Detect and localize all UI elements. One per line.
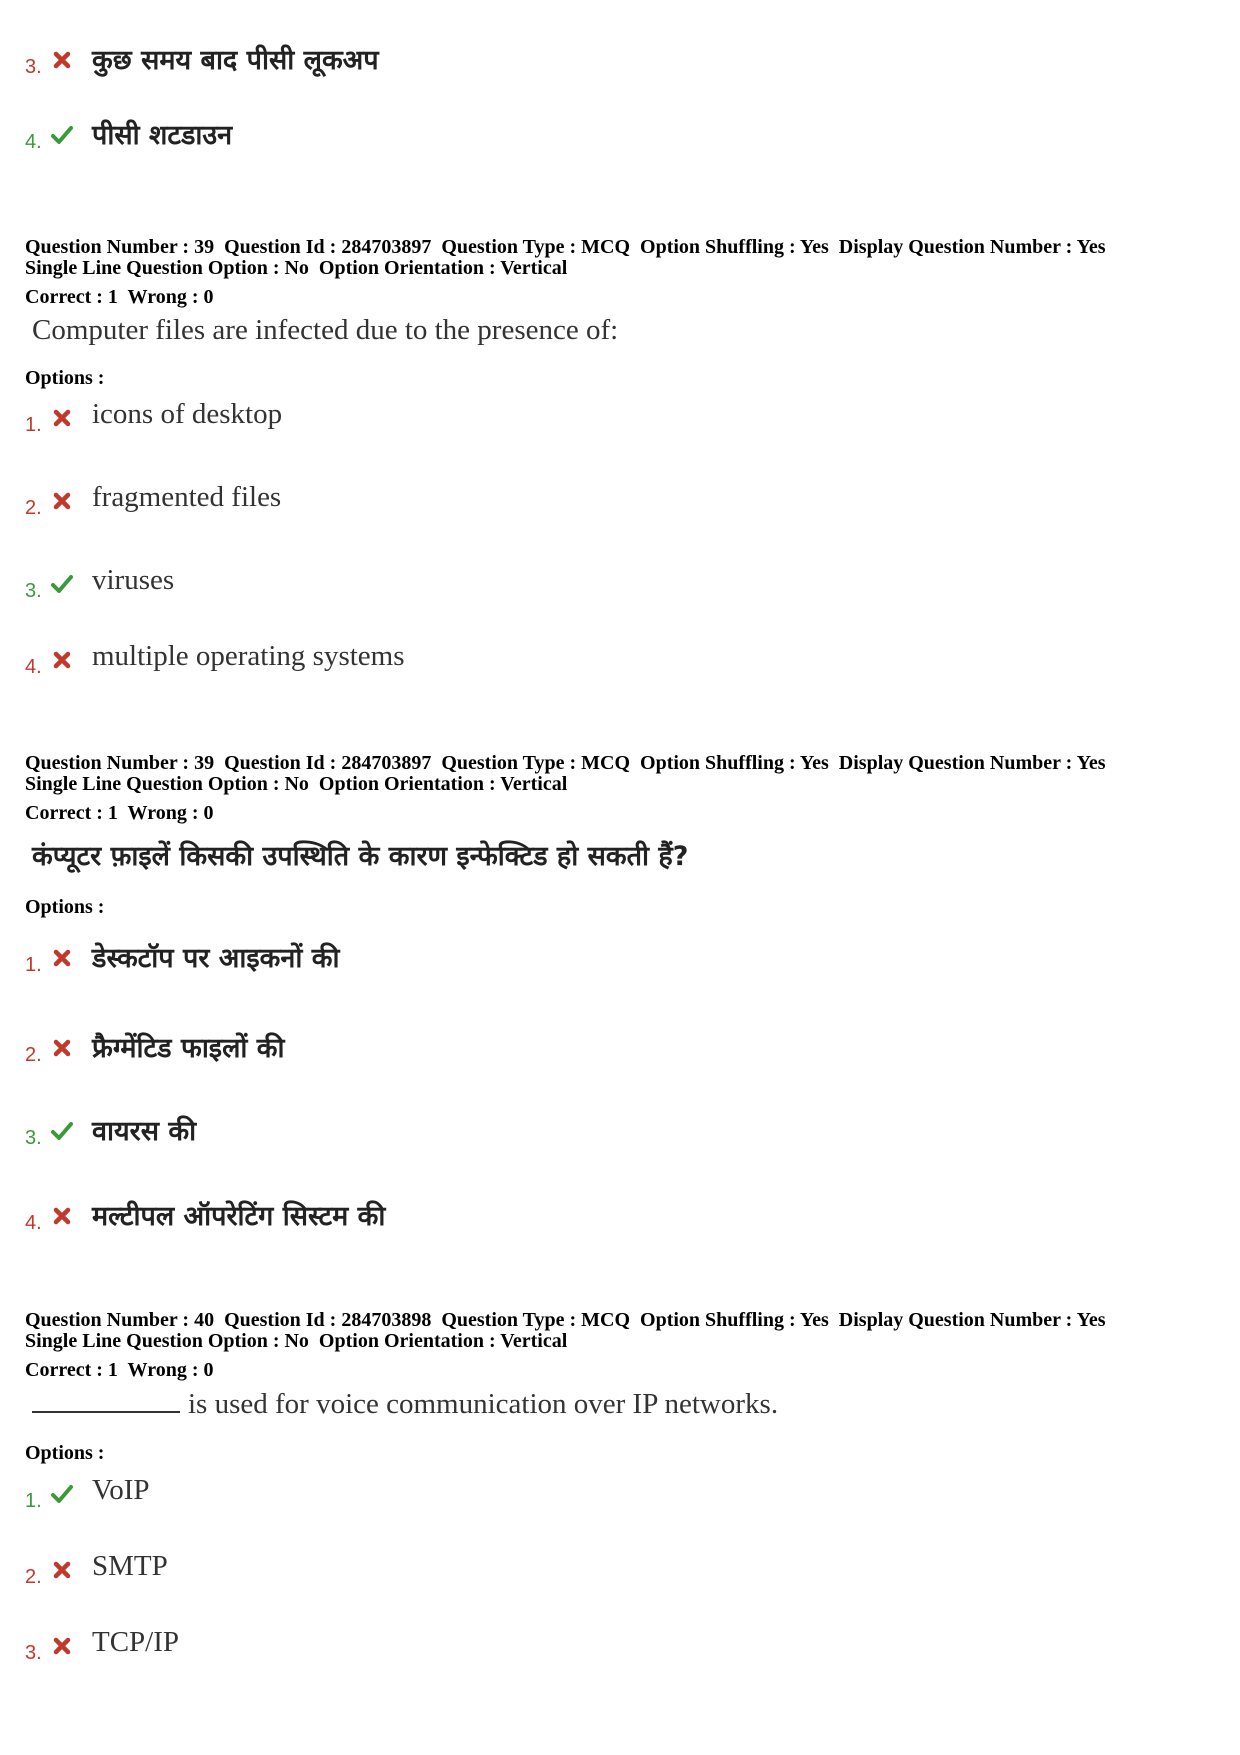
cross-icon — [50, 1036, 74, 1060]
option-number: 2. — [25, 1566, 42, 1588]
cross-icon — [50, 648, 74, 672]
option-text: फ्रैग्मेंटिड फाइलों की — [92, 1033, 285, 1064]
cross-icon — [50, 1204, 74, 1228]
question-meta-line1: Question Number : 39 Question Id : 284703897 Question Type : MCQ Option Shuffling : Yes Display Question Number : Yes — [25, 752, 1106, 774]
option-number: 1. — [25, 414, 42, 436]
option-number: 1. — [25, 1490, 42, 1512]
option-text: fragmented files — [92, 481, 282, 513]
cross-icon — [50, 406, 74, 430]
options-label: Options : — [25, 896, 105, 918]
question-meta-line2: Single Line Question Option : No Option Orientation : Vertical — [25, 257, 568, 279]
cross-icon — [50, 489, 74, 513]
cross-icon — [50, 48, 74, 72]
question-meta-line2: Single Line Question Option : No Option Orientation : Vertical — [25, 773, 568, 795]
option-text: वायरस की — [92, 1116, 197, 1147]
answer-blank — [32, 1411, 180, 1413]
option-text: SMTP — [92, 1550, 168, 1582]
question-score: Correct : 1 Wrong : 0 — [25, 802, 214, 824]
option-text: डेस्कटॉप पर आइकनों की — [92, 943, 340, 974]
check-icon — [50, 1119, 74, 1143]
question-meta-line2: Single Line Question Option : No Option Orientation : Vertical — [25, 1330, 568, 1352]
question-text — [32, 1388, 778, 1421]
option-number: 2. — [25, 1044, 42, 1066]
option-text: multiple operating systems — [92, 640, 405, 672]
question-score: Correct : 1 Wrong : 0 — [25, 1359, 214, 1381]
check-icon — [50, 123, 74, 147]
cross-icon — [50, 1558, 74, 1582]
option-number: 4. — [25, 131, 42, 153]
option-number: 1. — [25, 954, 42, 976]
option-text: TCP/IP — [92, 1626, 180, 1658]
option-text: viruses — [92, 564, 175, 596]
question-text-content: is used for voice communication over IP networks. — [188, 1388, 779, 1420]
option-text: कुछ समय बाद पीसी लूकअप — [92, 45, 379, 76]
option-number: 3. — [25, 1127, 42, 1149]
option-text: VoIP — [92, 1474, 150, 1506]
option-number: 3. — [25, 1642, 42, 1664]
option-text: मल्टीपल ऑपरेटिंग सिस्टम की — [92, 1201, 386, 1232]
option-number: 3. — [25, 56, 42, 78]
cross-icon — [50, 1634, 74, 1658]
option-number: 4. — [25, 1212, 42, 1234]
options-label: Options : — [25, 367, 105, 389]
check-icon — [50, 572, 74, 596]
question-meta-line1: Question Number : 40 Question Id : 284703898 Question Type : MCQ Option Shuffling : Yes Display Question Number : Yes — [25, 1309, 1106, 1331]
question-text: कंप्यूटर फ़ाइलें किसकी उपस्थिति के कारण इन्फेक्टिड हो सकती हैं? — [32, 841, 689, 872]
option-number: 2. — [25, 497, 42, 519]
question-score: Correct : 1 Wrong : 0 — [25, 286, 214, 308]
option-number: 3. — [25, 580, 42, 602]
check-icon — [50, 1482, 74, 1506]
option-text: पीसी शटडाउन — [92, 120, 233, 151]
option-number: 4. — [25, 656, 42, 678]
options-label: Options : — [25, 1442, 105, 1464]
option-text: icons of desktop — [92, 398, 283, 430]
question-text: Computer files are infected due to the presence of: — [32, 314, 619, 346]
question-meta-line1: Question Number : 39 Question Id : 284703897 Question Type : MCQ Option Shuffling : Yes Display Question Number : Yes — [25, 236, 1106, 258]
cross-icon — [50, 946, 74, 970]
